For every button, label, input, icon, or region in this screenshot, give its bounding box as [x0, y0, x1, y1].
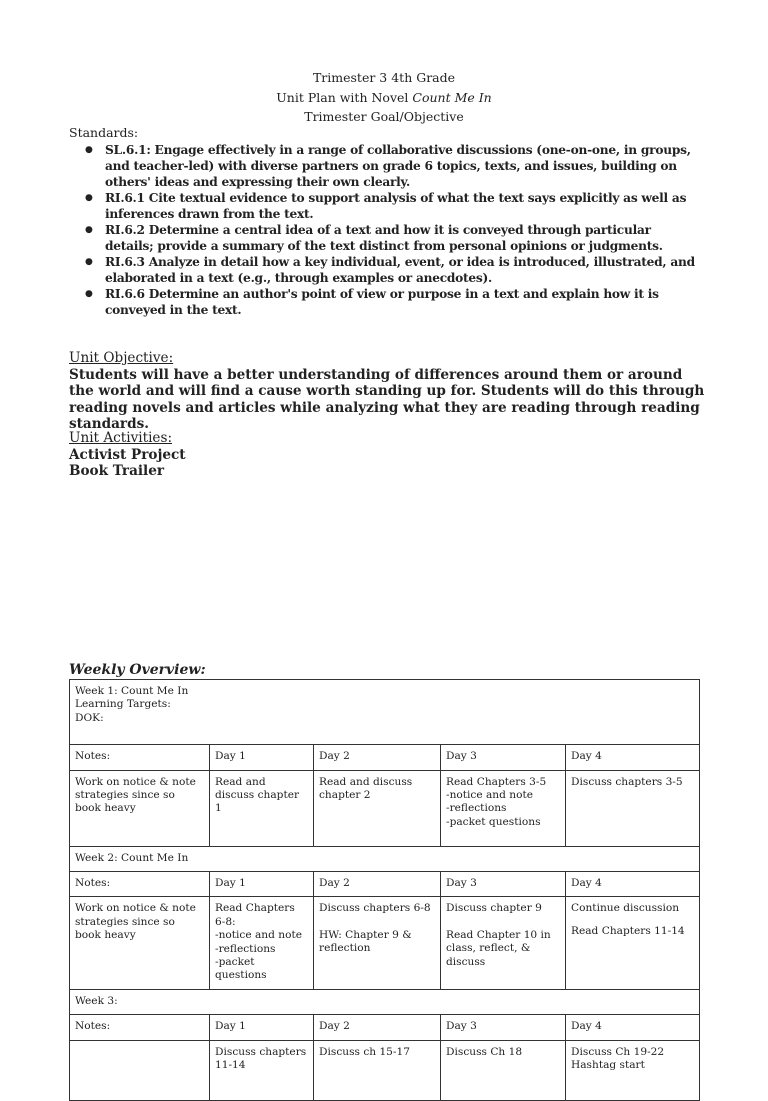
cell-line: -reflections: [446, 802, 507, 815]
table-row: [70, 1040, 700, 1100]
header-goal-line: Trimester Goal/Objective: [304, 109, 464, 124]
header-cell: Day 3: [441, 1015, 566, 1040]
header-cell: Day 2: [314, 745, 441, 770]
cell-line: Discuss chapters 6-8: [319, 902, 431, 915]
header-cell: Day 3: [441, 745, 566, 770]
cell-line: Read Chapters 11-14: [571, 924, 685, 937]
week-title-row: [70, 846, 700, 871]
day-cell: Discuss Ch 18: [441, 1040, 566, 1100]
unit-activities-heading: Unit Activities:: [69, 430, 173, 446]
day-cell: Read and discuss chapter 2: [314, 770, 441, 846]
header-cell: Notes:: [70, 745, 210, 770]
standard-item: ● RI.6.6 Determine an author's point of view or purpose in a text and explain how it is conveyed in the text.: [69, 286, 701, 318]
table-row: [70, 770, 700, 846]
header-cell: Day 2: [314, 872, 441, 897]
day-cell: [566, 1040, 700, 1100]
header-unit-line: [0, 88, 768, 108]
header-cell: Day 3: [441, 872, 566, 897]
header-cell: Day 1: [210, 745, 314, 770]
day-cell: [314, 897, 441, 989]
unit-objective-text: Students will have a better understanding of differences around them or around the world and will find a cause worth standing up for. Students will do this through reading novels and articles while analyzing what they are reading through reading standards.: [69, 366, 705, 432]
day-cell: Read and discuss chapter 1: [210, 770, 314, 846]
header-cell: Notes:: [70, 1015, 210, 1040]
weekly-overview-title: Weekly Overview:: [69, 662, 206, 678]
day-cell: [210, 897, 314, 989]
cell-line: -notice and note: [446, 789, 534, 802]
standard-item: ● RI.6.2 Determine a central idea of a text and how it is conveyed through particular details; provide a summary of the text distinct from personal opinions or judgments.: [69, 222, 701, 254]
cell-line: -packet questions: [215, 956, 267, 982]
unit-activities-section: [69, 430, 709, 480]
cell-line: -notice and note: [215, 929, 303, 942]
unit-objective-heading: Unit Objective:: [69, 350, 174, 366]
header-grade-line: Trimester 3 4th Grade: [312, 70, 456, 85]
notes-cell: [70, 1040, 210, 1100]
week-title-cell: [70, 680, 700, 745]
novel-title: Count Me In: [412, 89, 492, 105]
document-header: [0, 68, 768, 127]
header-cell: Day 1: [210, 1015, 314, 1040]
week-title: Week 1: Count Me In: [75, 685, 189, 697]
cell-line: Continue discussion: [571, 902, 680, 915]
table-header-row: [70, 745, 700, 770]
standards-label: Standards:: [69, 125, 139, 140]
header-cell: Day 1: [210, 872, 314, 897]
table-row: [70, 897, 700, 989]
week-title-cell: Week 3:: [70, 989, 700, 1014]
standards-list: [69, 142, 701, 318]
header-cell: Day 2: [314, 1015, 441, 1040]
cell-line: Read Chapters 3-5: [446, 775, 547, 788]
notes-cell: Work on notice & note strategies since so book heavy: [70, 770, 210, 846]
header-unit-prefix: Unit Plan with Novel: [276, 89, 413, 105]
day-cell: Discuss chapters 3-5: [566, 770, 700, 846]
dok-label: DOK:: [75, 711, 104, 724]
cell-line: HW: Chapter 9 & reflection: [319, 928, 412, 955]
cell-line: Read Chapter 10 in class, reflect, & discuss: [446, 928, 551, 968]
activity-item: Book Trailer: [69, 463, 165, 479]
cell-line: Hashtag start: [571, 1059, 645, 1072]
table-header-row: [70, 1015, 700, 1040]
day-cell: [566, 897, 700, 989]
week-title-row: [70, 989, 700, 1014]
header-cell: Day 4: [566, 872, 700, 897]
header-cell: Day 4: [566, 745, 700, 770]
cell-line: -reflections: [215, 942, 276, 955]
day-cell: [441, 897, 566, 989]
day-cell: Discuss chapters 11-14: [210, 1040, 314, 1100]
day-cell: Discuss ch 15-17: [314, 1040, 441, 1100]
standard-item: ● RI.6.1 Cite textual evidence to support analysis of what the text says explicitly as well as inferences drawn from the text.: [69, 190, 701, 222]
header-cell: Day 4: [566, 1015, 700, 1040]
day-cell: [441, 770, 566, 846]
unit-objective-section: [69, 350, 709, 433]
weekly-overview-table: [69, 679, 700, 1101]
notes-cell: Work on notice & note strategies since so book heavy: [70, 897, 210, 989]
cell-line: Discuss chapter 9: [446, 902, 542, 915]
week-title-cell: Week 2: Count Me In: [70, 846, 700, 871]
week-title-row: [70, 680, 700, 745]
table-header-row: [70, 872, 700, 897]
standard-item: ● SL.6.1: Engage effectively in a range of collaborative discussions (one-on-one, in groups, and teacher-led) with diverse partners on grade 6 topics, texts, and issues, building on others' ideas and expressing their own clearly.: [69, 142, 701, 190]
cell-line: Discuss Ch 19-22: [571, 1045, 665, 1058]
learning-targets-label: Learning Targets:: [75, 698, 171, 711]
header-cell: Notes:: [70, 872, 210, 897]
standard-item: ● RI.6.3 Analyze in detail how a key individual, event, or idea is introduced, illustrated, and elaborated in a text (e.g., through examples or anecdotes).: [69, 254, 701, 286]
activity-item: Activist Project: [69, 446, 186, 463]
cell-line: -packet questions: [446, 815, 541, 828]
cell-line: Read Chapters 6-8:: [215, 902, 295, 928]
